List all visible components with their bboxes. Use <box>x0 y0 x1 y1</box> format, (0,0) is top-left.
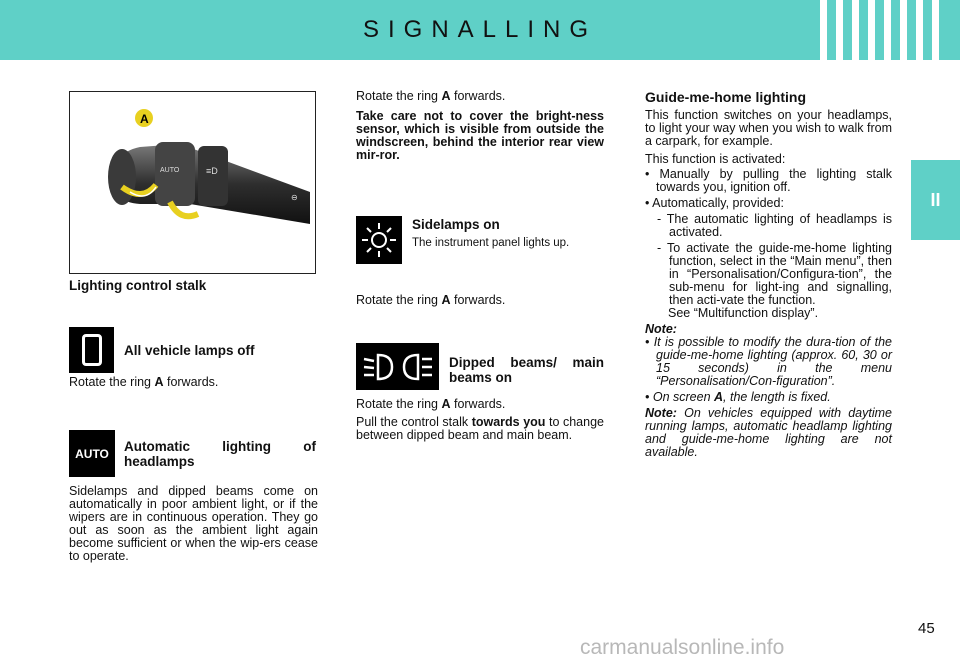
rotate-text-1: Rotate the ring A forwards. <box>356 89 506 103</box>
auto-heading: Automatic lighting of headlamps <box>124 439 316 469</box>
dipped-body: Rotate the ring A forwards. Pull the control stalk towards you to change between dipped beam and main beam. <box>356 397 604 442</box>
dipped-heading: Dipped beams/ main beams on <box>449 355 604 385</box>
rotate-text-2: Rotate the ring A forwards. <box>356 293 506 307</box>
dipped-beam-icon <box>356 343 439 390</box>
auto-icon: AUTO <box>69 430 115 477</box>
svg-text:⊖: ⊖ <box>291 193 298 202</box>
lighting-stalk-illustration <box>70 92 315 273</box>
headlamp-icon <box>360 347 436 387</box>
header-bar <box>0 0 960 60</box>
sidelamps-icon <box>356 216 402 264</box>
page-number: 45 <box>918 620 935 637</box>
sidelamps-text: The instrument panel lights up. <box>412 237 570 249</box>
auto-body: Sidelamps and dipped beams come on automatically in poor ambient light, or if the wipers are in continuous operation. They go out as soon as the ambient light again become sufficient or when the wip-ers cease to operate. <box>69 484 318 563</box>
all-off-heading: All vehicle lamps off <box>124 343 255 358</box>
guide-body: This function switches on your headlamps, to light your way when you wish to walk from a carpark, for example. This function is activated: • Manually by pulling the lighting stalk towards you, ignition off. • Automatically, provided: - The automatic lighting of headlamps is activated. - To activate the guide-me-home lighting function, select in the “Main menu”, then in “Personalisation/Configura-tion”, the sub-menu for light-ing and signalling, then acti-vate the function. See “Multifunction display”. Note: • It is possible to modify the dura-tion of the guide-me-home lighting (approx. 60, 30 or 15 seconds) in the menu “Personalisation/Con-figuration”. • On screen A, the length is fixed. Note: On vehicles equipped with daytime running lamps, automatic headlamp lighting and guide-me-home lighting are not available. <box>645 108 892 459</box>
chapter-tab: II <box>911 160 960 240</box>
ring-a-label: A <box>140 112 149 126</box>
watermark: carmanualsonline.info <box>580 636 785 659</box>
all-off-text: Rotate the ring A forwards. <box>69 375 219 389</box>
svg-text:≡D: ≡D <box>206 166 218 176</box>
page-title: SIGNALLING <box>362 16 598 43</box>
figure-caption: Lighting control stalk <box>69 278 207 293</box>
lamps-off-icon <box>69 327 114 373</box>
sun-icon <box>359 220 399 260</box>
sensor-warning: Take care not to cover the bright-ness sensor, which is visible from outside the windscreen, behind the interior rear view mir-ror. <box>356 109 604 162</box>
sidelamps-heading: Sidelamps on <box>412 217 500 232</box>
guide-heading: Guide-me-home lighting <box>645 89 806 105</box>
svg-text:AUTO: AUTO <box>160 167 180 174</box>
stalk-figure <box>69 91 316 274</box>
